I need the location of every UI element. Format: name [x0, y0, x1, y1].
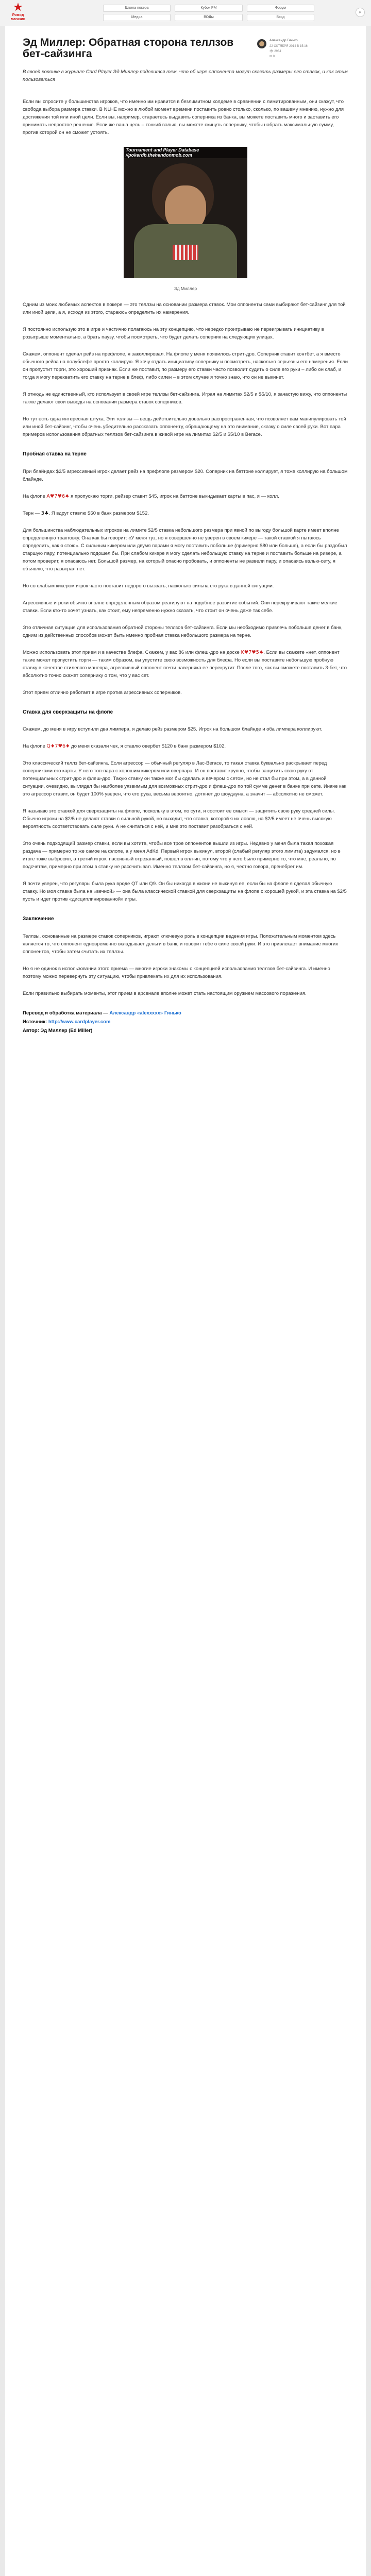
bluff-suffix: . Если вы скажете «нет, оппонент такие может пропустить торги — таким образом, вы упустите свою возможность для блефа. Но если вы поставите небольшую пробную ставку в качестве стилевого маневра, агрессивный оппонент почти наверняка ее перекрутит. После того, как вы сможете поставить 3-бет, что абсолютно точно скажет сопернику о том, что у вас сет. — [23, 649, 347, 679]
paragraph: Я постоянно использую это в игре и частично полагаюсь на эту концепцию, что нередко проигрываю не переигрывать инициативу в розыгрыше моментально, а брать паузу, чтобы посмотреть, что будет делать соперник на следующих улицах. — [23, 327, 324, 341]
article-date: 22 OКТЯБРЯ 2014 В 15:16 — [269, 45, 308, 48]
section-heading: Пробная ставка на терне — [23, 451, 87, 457]
source-link[interactable]: http://www.cardplayer.com — [48, 1019, 111, 1025]
turn-prefix: Терн — — [23, 510, 41, 516]
paragraph: Это очень подходящий размер ставки, если вы хотите, чтобы все трое оппонентов вышли из игры. Недавно у меня была такая похожая раздача — примерно то же самое на флопе, а у меня AdKd. Первый игрок выкинул, второй (слабый регуляр этого лимита) задумался, но в итоге тоже выбросил, а третий игрок, пассивный отрезанный, пошел в олл-ин, потому что у него было примерно то, что мне, реально, по подсчетам, примерно при этом в ставку не рассчитывал. Именно теллзом бет-сайзинга, но я, честно говоря, пренебрег им. — [23, 841, 341, 870]
paragraph: Агрессивные игроки обычно вполне определенным образом реагируют на подобное развитие событий. Они перекручивают такие мелкие ставки. Если кто-то хочет узнать, как стоит, ему непременно нужно сказать, что стоит он очень даже так себе. — [23, 600, 338, 614]
paragraph: Скажем, оппонент сделал рейз на префлопе, я заколлировал. На флопе у меня появилось стрит-дро. Соперник ставит контбет, а я вместо обычного рейза на полублефе просто коллирую. Я хочу отдать инициативу сопернику и посмотреть, насколько серьезны его намерения. Если он пропустит торги, это хороший признак. Если же поставит, по размеру его ставки часто позволит судить о силе его руки – либо он слаб, и тогда я могу перехватить его ставку на терне в блеф, либо силен – в этом случае я точно знаю, что он не выкинет. — [23, 351, 348, 381]
photo-caption: Эд Миллер — [174, 286, 197, 291]
photo-watermark-line-1: Tournament and Player Database — [126, 147, 199, 152]
flop-suffix: я пропускаю торги, рейзер ставит $45, игрок на баттоне выкидывает карты в пас, я — колл. — [69, 493, 279, 499]
photo-watermark — [124, 147, 247, 158]
nav-item-media[interactable]: Медиа — [103, 14, 171, 21]
paragraph: Но я не одинок в использовании этого приема — многие игроки знакомы с концепцией использования теллзов бет-сайзинга. И именно поэтому можно перевернуть эту ситуацию, чтобы привлекать их для их использования. — [23, 965, 330, 979]
paragraph: Если вы спросите у большинства игроков, что именно им нравится в безлимитном холдеме в сравнении с лимитированным, они скажут, что свобода выбора размера ставки. В NLHE можно в любой момент времени поставить ровно столько, сколько, по вашему мнению, нужно для достижения той или иной цели. Если вы, например, стараетесь выдавить соперника из банка, вы можете поставить много и заставить его принимать непростое решение. Если же ваша цель – тонкий вэлью, вы можете скинуть сопернику, чтобы набрать максимальную сумму, против которой он не сможет устоять. — [23, 99, 344, 135]
logo-text: Ромид магазин — [11, 13, 25, 21]
card-suits: A♥7♥6♠ — [46, 493, 70, 499]
card-suits: K♥7♥5♠ — [241, 649, 264, 655]
section-heading: Заключение — [23, 916, 54, 922]
flop2-suffix: до меня сказали чек, я ставлю овербет $120 в банк размером $102. — [70, 743, 226, 750]
section-heading: Ставка для сверхзащиты на флопе — [23, 709, 113, 715]
paragraph: Но тут есть одна интересная штука. Эти теллзы — вещь действительно довольно распространенная, что позволяет вам манипулировать той или иной бет-сайзинг, чтобы очень убедительно рассказать оппоненту, обращающему на это внимание, сказку о силе своей руки. Вот пара примеров использования обратных теллзов бет-сайзинга в живой игре на лимитах $2/5 и $5/10 в Вегасе. — [23, 416, 346, 438]
site-logo[interactable] — [5, 2, 31, 24]
paragraph: Это классический теллз бет-сайзинга. Если агрессор — обычный регуляр в Лас-Вегасе, то такая ставка буквально раскрывает перед соперниками его карты. У него топ-пара с хорошим кикером или оверпара. И он поставит крупно, чтобы защитить свою руку от потенциальных стрит-дро и флеш-дро. Такую ставку он также мог бы сделать и вечером с сетом, но не стал бы при этом, а в данной ситуации, очевидно, выглядел бы наиболее уязвимым для возможных стрит-дро и флеш-дро по той сумме денег в банке при сете. Иначе как это агрессор ставит, он будет 100% уверен, что его рука, весьма вероятно, дотянет до шоудауна, а значит — абсолютно не сможет. — [23, 760, 346, 798]
bluff-paragraph — [23, 649, 348, 680]
paragraph: Одним из моих любимых аспектов в покере — это теллзы на основании размера ставок. Мои оппоненты сами выбирают бет-сайзинг для той или иной цели, а я, исходя из этого, стараюсь определить их намерения. — [23, 302, 346, 316]
author-name[interactable]: Александр Гинько — [269, 39, 298, 42]
main-nav — [103, 5, 314, 21]
comments-row[interactable] — [269, 55, 275, 59]
card-suits: 3♣ — [41, 510, 49, 516]
flop-paragraph — [23, 493, 348, 500]
paragraph: Но со слабым кикером игрок часто поставит недорого вызвать, насколько сильна его рука в данной ситуации. — [23, 583, 274, 589]
avatar[interactable] — [257, 39, 266, 48]
paragraph: Я называю это ставкой для сверхзащиты на флопе, поскольку в этом, по сути, и состоит ее смысл — защитить свою руку средней силы. Обычно игроки на $2/5 не делают ставки с сильной рукой, но выходит, что ставка, которой я их ловлю, на $2/5 имеет не очень высокую вероятность соответствовать силе руки. А не считаться с ней, и мне это поставит разобраться с ней. — [23, 808, 335, 830]
article-lead: В своей колонке в журнале Card Player Эд Миллер поделится тем, что об игре оппонента могут сказать размеры его ставок, и как этим пользоваться — [23, 69, 348, 82]
nav-item-vods[interactable]: ВОДы — [175, 14, 242, 21]
comment-icon: ✉ — [269, 55, 273, 58]
paragraph: Это отличная ситуация для использования обратной стороны теллзов бет-сайзинга. Если мы необходимо привлечь побольше денег в банк, одним из действенных способов может быть именно пробная ставка небольшого размера на терне. — [23, 624, 343, 638]
card-suits: Q♦7♥6♦ — [46, 743, 70, 750]
paragraph: Этот прием отлично работает в игре против агрессивных соперников. — [23, 689, 182, 696]
star-logo-icon: ★ — [13, 1, 23, 14]
translation-label: Перевод и обработка материала — — [23, 1010, 108, 1016]
bluff-prefix: Можно использовать этот прием и в качестве блефа. Скажем, у вас 86 или флеш-дро на доске — [23, 649, 241, 655]
paragraph: Скажем, до меня в игру вступили два лимпера, я делаю рейз размером $25. Игрок на большом блайнде и оба лимпера коллируют. — [23, 726, 323, 733]
paragraph: Для большинства наблюдательных игроков на лимите $2/5 ставка небольшого размера при явной по выгоду большой карте имеет вполне определенную трактовку. Она как бы говорит: «У меня туз, но я совершенно не уверен в своем кикере — такой ставкой я пытаюсь определить, как я стою». С сильным кикером или двумя парами я могу поставить побольше (примерно $80 или больше), а если бы раздобыл старшую пару, потенциально подошел бы. При слабом кикере я могу сделать небольшую ставку на терне и поставить больше на ривере, а потом проверит, я опасаюсь нет. Большой размер, на который опасно пробовать, и оппоненты не развели пару, и опасаясь вэлью-сету, я объявлю, что разыграл нет. — [23, 527, 347, 572]
paragraph: Я почти уверен, что регуляры была рука вроде QT или Q9. Он бы никогда в жизни не выкинул ее, если бы на флопе я сделал обычную ставку. Но моя ставка была на «вечной» — она была классической ставкой для сверхзащиты на флопе с хорошей рукой, и эта ставка на $2/5 пусть и идет против «дисциплинированной» игры. — [23, 881, 347, 903]
paragraph: При блайндах $2/5 агрессивный игрок делает рейз на префлопе размером $20. Соперник на баттоне коллирует, я тоже коллирую на большом блайнде. — [23, 468, 348, 482]
views-count: 2984 — [274, 50, 281, 53]
flop2-paragraph — [23, 742, 348, 750]
article-header — [23, 37, 348, 63]
site-header — [0, 0, 371, 26]
turn-paragraph — [23, 510, 348, 517]
nav-item-forum[interactable]: Форум — [247, 5, 314, 12]
search-icon[interactable]: ⌕ — [356, 8, 365, 17]
eye-icon: 👁 — [269, 50, 274, 53]
author-credit: Автор: Эд Миллер (Ed Miller) — [23, 1027, 93, 1033]
article-card — [5, 26, 366, 2576]
nav-item-cup[interactable]: Кубок PM — [175, 5, 242, 12]
views-row — [269, 49, 281, 54]
photo-watermark-line-2: //pokerdb.thehendonmob.com — [126, 152, 193, 158]
flop2-prefix: На флопе — [23, 743, 47, 750]
comments-count: 0 — [273, 55, 275, 58]
paragraph: Теллзы, основанные на размере ставок соперников, играют ключевую роль в концепции ведения игры. Положительным моментом здесь является то, что оппонент одновременно вкладывает деньги в банк, и говорит тебе о силе своей руки. И это привлекает внимание многих оппонентов, чтобы затем считать их теллзы. — [23, 933, 338, 955]
turn-suffix: . Я вдруг ставлю $50 в банк размером $152. — [48, 510, 149, 516]
photo-chips — [173, 245, 198, 260]
paragraph: Если правильно выбирать моменты, этот прием в арсенале вполне может стать настоящим оружием массового поражения. — [23, 990, 307, 996]
nav-item-poker-school[interactable]: Школа покера — [103, 5, 171, 12]
article-photo — [124, 147, 247, 278]
flop-prefix: На флопе — [23, 493, 47, 499]
nav-item-login[interactable]: Вход — [247, 14, 314, 21]
paragraph: Я отнюдь не единственный, кто использует в своей игре теллзы бет-сайзинга. Играя на лимитах $2/5 и $5/10, я зачастую вижу, что оппоненты также делают свои выводы на основании размера ставок соперников. — [23, 392, 347, 405]
translation-author-link[interactable]: Александр «alexxxxx» Гинько — [109, 1010, 181, 1016]
source-label: Источник: — [23, 1019, 47, 1025]
article-credits — [23, 1009, 348, 1035]
article-title: Эд Миллер: Обратная сторона теллзов бет-сайзинга — [23, 37, 234, 60]
